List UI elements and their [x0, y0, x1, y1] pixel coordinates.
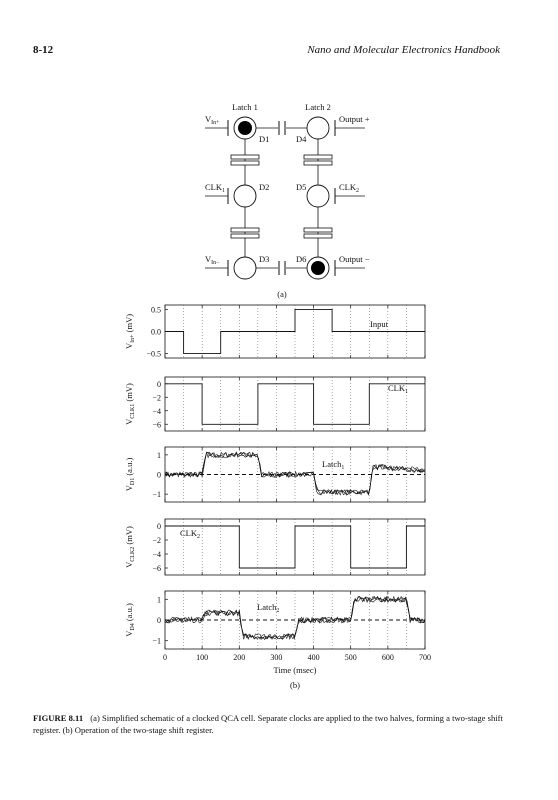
- x-tick-label: 700: [419, 653, 431, 662]
- junction-plate: [304, 155, 332, 159]
- series-annotation: $CLK_1$: [388, 383, 408, 395]
- latch2-label: Latch 2: [305, 102, 331, 112]
- gate-label-right-2: Output −: [339, 254, 370, 264]
- x-axis-label: Time (msec): [273, 665, 317, 675]
- y-tick-label: 0: [157, 379, 161, 389]
- y-tick-label: −6: [152, 564, 161, 573]
- series-annotation: $CLK_2$: [180, 528, 200, 540]
- gate-label-left-1: $CLK_1$: [205, 182, 225, 194]
- junction-plate: [304, 228, 332, 232]
- y-tick-label: 0.5: [151, 305, 161, 315]
- series-trace: [165, 596, 425, 639]
- series-annotation: Latch$_1$: [322, 459, 345, 471]
- y-axis-label: $V_{D1}$ (a.u.): [124, 457, 136, 492]
- quantum-dot: [307, 185, 329, 207]
- caption-text: (a) Simplified schematic of a clocked QCA cell. Separate clocks are applied to the two halves, forming a two-stage shift register. (b) Operation of the two-stage shift register.: [33, 713, 503, 736]
- series-trace: [165, 309, 425, 353]
- y-tick-label: −4: [152, 550, 161, 559]
- panel-b-label: (b): [290, 680, 300, 690]
- x-tick-label: 200: [233, 653, 246, 662]
- y-tick-label: −2: [152, 393, 161, 403]
- y-tick-label: −0.5: [146, 349, 161, 359]
- series-trace: [165, 453, 425, 495]
- y-axis-label: $V_{In+}$ (mV): [124, 313, 136, 350]
- dot-label-d6: D6: [296, 254, 307, 264]
- y-tick-label: −2: [152, 536, 161, 545]
- figure-label: FIGURE 8.11: [33, 713, 84, 723]
- x-tick-label: 500: [344, 653, 357, 662]
- y-tick-label: −4: [152, 406, 161, 416]
- junction-plate: [231, 155, 259, 159]
- gate-label-right-1: $CLK_2$: [339, 182, 359, 194]
- junction-plate: [231, 234, 259, 238]
- y-tick-label: −6: [152, 420, 161, 430]
- dot-label-d2: D2: [259, 182, 270, 192]
- electron: [238, 121, 252, 135]
- electron: [311, 261, 325, 275]
- plot-panel-3: [124, 447, 425, 502]
- y-tick-label: 1: [157, 595, 161, 605]
- dot-label-d5: D5: [296, 182, 307, 192]
- figure-caption: [33, 712, 525, 737]
- dot-label-d1: D1: [259, 134, 270, 144]
- y-tick-label: 0: [157, 616, 161, 625]
- y-axis-label: $V_{CLK1}$ (mV): [124, 383, 136, 425]
- page-number: 8-12: [33, 44, 54, 56]
- qca-schematic: [205, 102, 370, 299]
- junction-plate: [231, 161, 259, 165]
- dot-label-d3: D3: [259, 254, 270, 264]
- quantum-dot: [307, 117, 329, 139]
- gate-label-right-0: Output +: [339, 114, 370, 124]
- plot-panel-4: [124, 519, 425, 575]
- gate-label-left-0: $V_{In+}$: [205, 114, 220, 126]
- y-tick-label: 0: [157, 522, 161, 531]
- plot-panel-5: [124, 591, 431, 675]
- series-trace: [165, 526, 425, 568]
- gate-label-left-2: $V_{In-}$: [205, 254, 220, 266]
- x-tick-label: 0: [163, 653, 167, 662]
- running-head: Nano and Molecular Electronics Handbook: [307, 44, 500, 56]
- y-axis-label: $V_{D4}$ (a.u.): [124, 603, 136, 637]
- x-tick-label: 100: [196, 653, 209, 662]
- x-tick-label: 300: [270, 653, 283, 662]
- y-axis-label: $V_{CLK2}$ (mV): [124, 526, 136, 568]
- junction-plate: [231, 228, 259, 232]
- x-tick-label: 600: [381, 653, 394, 662]
- quantum-dot: [234, 185, 256, 207]
- y-tick-label: 1: [157, 450, 161, 460]
- x-tick-label: 400: [307, 653, 320, 662]
- y-tick-label: 0.0: [151, 327, 161, 337]
- latch1-label: Latch 1: [232, 102, 258, 112]
- dot-label-d4: D4: [296, 134, 307, 144]
- y-tick-label: −1: [152, 490, 161, 500]
- junction-plate: [304, 234, 332, 238]
- plot-panel-1: [124, 305, 425, 359]
- quantum-dot: [234, 257, 256, 279]
- y-tick-label: −1: [152, 636, 161, 646]
- plot-panel-2: [124, 377, 425, 431]
- panel-a-label: (a): [277, 289, 287, 299]
- series-annotation: Input: [370, 319, 388, 329]
- timing-plots: [124, 305, 431, 690]
- y-tick-label: 0: [157, 470, 161, 480]
- series-annotation: Latch$_2$: [257, 602, 280, 614]
- junction-plate: [304, 161, 332, 165]
